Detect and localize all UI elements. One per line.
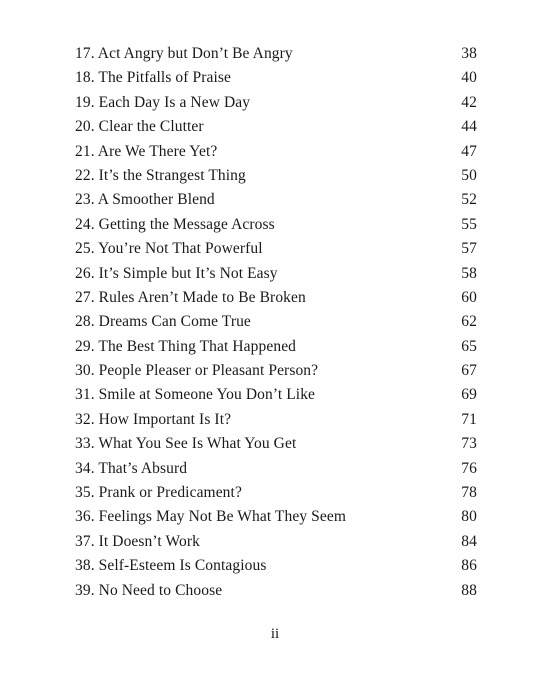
toc-entry-page: 62 bbox=[461, 313, 477, 331]
toc-entry-page: 86 bbox=[461, 557, 477, 575]
page-number: ii bbox=[270, 626, 280, 642]
toc-entry-page: 69 bbox=[461, 386, 477, 404]
toc-entry-title: 36. Feelings May Not Be What They Seem bbox=[75, 508, 346, 526]
toc-entry bbox=[75, 530, 477, 554]
toc-entry-title: 28. Dreams Can Come True bbox=[75, 313, 251, 331]
toc-entry-page: 80 bbox=[461, 508, 477, 526]
toc-entry-page: 40 bbox=[461, 69, 477, 87]
toc-entry-page: 71 bbox=[461, 410, 477, 428]
toc-entry-page: 58 bbox=[461, 264, 477, 282]
toc-entry-title: 22. It’s the Strangest Thing bbox=[75, 166, 246, 184]
toc-entry-page: 67 bbox=[461, 362, 477, 380]
toc-entry-title: 33. What You See Is What You Get bbox=[75, 435, 297, 453]
toc-entry-title: 31. Smile at Someone You Don’t Like bbox=[75, 386, 316, 404]
toc-entry-title: 24. Getting the Message Across bbox=[75, 215, 275, 233]
toc-entry-page: 42 bbox=[461, 93, 477, 111]
toc-entry-page: 38 bbox=[461, 45, 477, 62]
toc-entry-page: 78 bbox=[461, 484, 477, 502]
toc-entry-page: 65 bbox=[461, 337, 477, 355]
toc-entry-title: 20. Clear the Clutter bbox=[75, 118, 204, 136]
toc-entry bbox=[75, 140, 477, 164]
toc-entry-title: 32. How Important Is It? bbox=[75, 410, 232, 428]
toc-entry-page: 55 bbox=[461, 215, 477, 233]
toc-entry-title: 26. It’s Simple but It’s Not Easy bbox=[75, 264, 278, 282]
toc-entry-page: 76 bbox=[461, 459, 477, 477]
toc-entry bbox=[75, 188, 477, 212]
toc-entry bbox=[75, 554, 477, 578]
toc-entry-title: 37. It Doesn’t Work bbox=[75, 532, 200, 550]
toc-entry-title: 23. A Smoother Blend bbox=[75, 191, 215, 209]
table-of-contents bbox=[75, 42, 477, 603]
toc-entry-title: 27. Rules Aren’t Made to Be Broken bbox=[75, 288, 306, 306]
toc-entry bbox=[75, 66, 477, 90]
toc-entry bbox=[75, 481, 477, 505]
toc-entry bbox=[75, 213, 477, 237]
toc-entry bbox=[75, 237, 477, 261]
toc-entry-title: 19. Each Day Is a New Day bbox=[75, 93, 251, 111]
toc-entry bbox=[75, 42, 477, 66]
toc-entry bbox=[75, 505, 477, 529]
toc-entry-title: 29. The Best Thing That Happened bbox=[75, 337, 297, 355]
toc-entry-title: 30. People Pleaser or Pleasant Person? bbox=[75, 362, 319, 380]
toc-entry-page: 44 bbox=[461, 118, 477, 136]
toc-entry-page: 84 bbox=[461, 532, 477, 550]
toc-entry-page: 50 bbox=[461, 166, 477, 184]
toc-entry bbox=[75, 164, 477, 188]
toc-entry-page: 88 bbox=[461, 581, 477, 599]
toc-entry bbox=[75, 408, 477, 432]
toc-entry bbox=[75, 262, 477, 286]
toc-entry-title: 39. No Need to Choose bbox=[75, 581, 223, 599]
toc-entry bbox=[75, 359, 477, 383]
toc-entry-title: 21. Are We There Yet? bbox=[75, 142, 218, 160]
toc-entry-title: 17. Act Angry but Don’t Be Angry bbox=[75, 45, 293, 62]
toc-entry-title: 34. That’s Absurd bbox=[75, 459, 188, 477]
toc-entry bbox=[75, 579, 477, 603]
toc-entry-title: 25. You’re Not That Powerful bbox=[75, 240, 263, 258]
toc-entry-page: 73 bbox=[461, 435, 477, 453]
toc-entry bbox=[75, 457, 477, 481]
toc-entry-page: 60 bbox=[461, 288, 477, 306]
toc-entry bbox=[75, 383, 477, 407]
toc-entry-page: 57 bbox=[461, 240, 477, 258]
toc-entry-title: 18. The Pitfalls of Praise bbox=[75, 69, 232, 87]
toc-entry-title: 35. Prank or Predicament? bbox=[75, 484, 242, 502]
toc-entry bbox=[75, 432, 477, 456]
toc-entry-title: 38. Self-Esteem Is Contagious bbox=[75, 557, 267, 575]
toc-entry bbox=[75, 310, 477, 334]
toc-entry bbox=[75, 91, 477, 115]
toc-entry bbox=[75, 286, 477, 310]
toc-entry-page: 47 bbox=[461, 142, 477, 160]
toc-entry-page: 52 bbox=[461, 191, 477, 209]
toc-entry bbox=[75, 115, 477, 139]
toc-entry bbox=[75, 335, 477, 359]
